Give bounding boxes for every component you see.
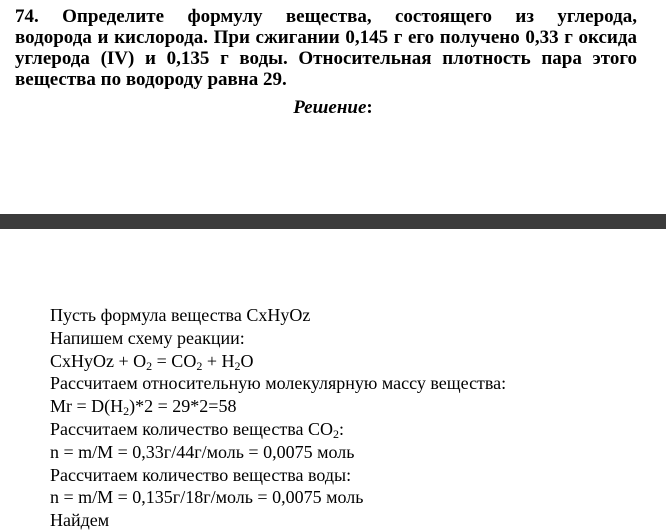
solution-line-reaction [50,350,650,373]
reaction-part-c: + H [202,350,235,371]
mr-sub-1: 2 [123,404,130,419]
solution-line-water-calc: n = m/M = 0,135г/18г/моль = 0,0075 моль [50,487,364,508]
mr-part-b: )*2 = 29*2=58 [129,396,237,417]
reaction-sub-3: 2 [234,358,241,373]
solution-body [50,304,650,531]
solution-line-mr-calc [50,395,650,418]
reaction-sub-1: 2 [146,358,153,373]
solution-line-formula: Пусть формула вещества CxHyOz [50,305,311,325]
reaction-sub-2: 2 [196,358,203,373]
task-line-4: вещества по водороду равна 29. [15,69,287,90]
solution-line-co2-intro [50,418,650,441]
mr-part-a: Mr = D(H [50,396,124,417]
reaction-part-a: CxHyOz + O [50,350,147,371]
solution-line-scheme-intro: Напишем схему реакции: [50,327,245,348]
solution-line-mr-intro: Рассчитаем относительную молекулярную массу вещества: [50,373,507,394]
reaction-part-d: O [240,350,254,371]
reaction-part-b: = CO [152,350,197,371]
solution-heading [0,97,666,119]
task-line-3: углерода (IV) и 0,135 г воды. Относительная плотность пара этого [15,48,637,69]
solution-line-water-intro: Рассчитаем количество вещества воды: [50,464,352,485]
co2-sub-1: 2 [332,426,339,441]
task-line-1: 74. Определите формулу вещества, состоящего из углерода, [15,6,637,27]
solution-line-cut-off: Найдем [50,510,110,531]
co2-part-b: : [338,418,344,439]
co2-part-a: Рассчитаем количество вещества CO [50,418,333,439]
task-line-2: водорода и кислорода. При сжигании 0,145 г его получено 0,33 г оксида [15,27,637,48]
solution-heading-word: Решение [293,97,367,118]
page-divider [0,214,666,229]
solution-heading-colon: : [366,97,373,118]
solution-line-co2-calc: n = m/M = 0,33г/44г/моль = 0,0075 моль [50,441,355,462]
task-statement [15,6,637,90]
